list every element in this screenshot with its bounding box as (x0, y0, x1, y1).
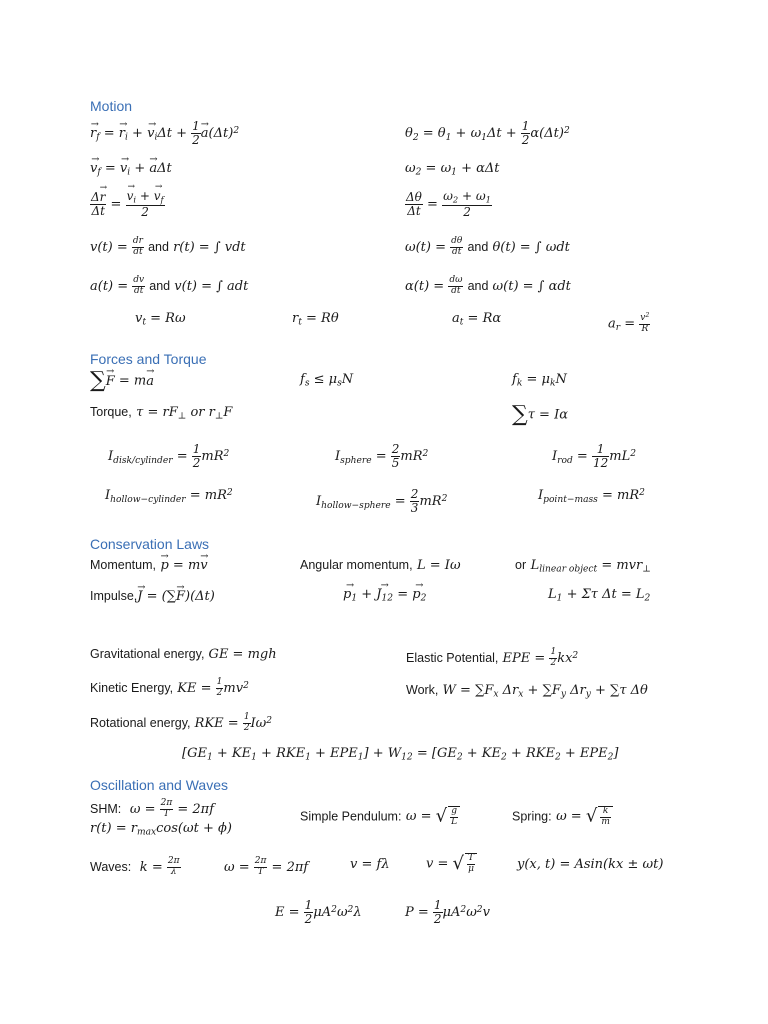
eq-velocity-derivative: v(t) = $\frac{dr}{dt}$ and r(t) = ∫ vdt (90, 236, 246, 257)
eq-inertia-hollow-cylinder: $I_{hollow-cylinder} = mR^2$ (105, 488, 233, 505)
torque-label: Torque, (90, 405, 132, 419)
heading-oscillation-waves: Oscillation and Waves (90, 777, 228, 793)
eq-net-torque: ∑τ = Iα (512, 402, 568, 427)
eq-elastic-potential: Elastic Potential, EPE = $\frac{1}{2}$ $kx^2$ (406, 647, 579, 668)
eq-shm-position: $r(t) = r_{max}\cos(\omega t + \phi)$ (90, 821, 232, 838)
eq-momentum: Momentum, → p = m→ v (90, 557, 208, 573)
eq-simple-pendulum: Simple Pendulum: ω = √ $\frac{g}{L}$ (300, 806, 460, 828)
eq-gravitational-energy: Gravitational energy, GE = mgh (90, 647, 277, 662)
kinetic-label: Kinetic Energy, (90, 680, 174, 695)
eq-tangential-velocity: $v_t = R\omega$ (135, 311, 186, 328)
eq-angular-impulse: $L_1 + \Sigma\tau$ $\Delta t = L_2$ (548, 587, 651, 604)
rotational-label: Rotational energy, (90, 715, 191, 730)
eq-kinetic-friction: $f_k = \mu_kN$ (512, 372, 567, 389)
eq-angular-momentum-linear-object: or $L_{linear object} = mvr_\perp$ (515, 558, 651, 575)
eq-average-velocity-angular: $\frac{\Delta\theta}{\Delta t}$ = $\frac{\omega_2 + \omega_1}{2}$ (406, 189, 492, 219)
eq-acceleration-derivative: a(t) = $\frac{dv}{dt}$ and v(t) = ∫ adt (90, 275, 249, 296)
shm-label: SHM: (90, 801, 122, 816)
heading-forces-torque: Forces and Torque (90, 351, 207, 367)
and-label: and (467, 278, 489, 293)
eq-work: Work, $W = \sum F_x$ $\Delta r_x + \sum F_y$ $\Delta r_y + \sum\tau$ Δθ (406, 683, 648, 700)
eq-angular-momentum: Angular momentum, L = Iω (300, 558, 461, 573)
heading-conservation-laws: Conservation Laws (90, 536, 210, 552)
eq-wave-speed: v = fλ (350, 857, 390, 872)
eq-newton-second-law: ∑→ F = m→ a (90, 370, 154, 392)
eq-radial-acceleration: $a_r$ = $\frac{v^2}{R}$ (608, 312, 650, 334)
elastic-label: Elastic Potential, (406, 650, 499, 665)
work-label: Work, (406, 683, 439, 697)
eq-wave-function: y(x, t) = Asin(kx ± ωt) (517, 857, 664, 872)
grav-energy-label: Gravitational energy, (90, 647, 205, 661)
and-label: and (149, 278, 171, 293)
impulse-label: Impulse, (90, 589, 138, 603)
eq-tangential-displacement: $r_t = R\theta$ (292, 311, 339, 328)
eq-position-angular: $\theta_2 = \theta_1 + \omega_1\Delta t$ + $\frac{1}{2}$ $\alpha(\Delta t)^2$ (405, 119, 570, 148)
eq-velocity-angular: $\omega_2 = \omega_1 + \alpha\Delta t$ (405, 161, 500, 178)
heading-motion: Motion (90, 98, 133, 114)
eq-velocity-linear: → $v_f$ = → $v_i$ + → aΔt (90, 162, 172, 178)
eq-torque: Torque, $\tau = rF_\perp$ or $r_\perp F$ (90, 405, 233, 422)
waves-label: Waves: (90, 859, 132, 874)
eq-inertia-hollow-sphere: $I_{hollow-sphere}$ = $\frac{2}{3}$ $mR^2$ (316, 487, 448, 516)
or-label: or (515, 558, 527, 572)
eq-energy-conservation: $[GE_1 + KE_1 + RKE_1 + EPE_1] + W_{12} = [GE_2 + KE_2 + RKE_2 + EPE_2]$ (182, 746, 619, 763)
eq-wave-power: P = $\frac{1}{2}$ $\mu A^2\omega^2v$ (405, 898, 490, 927)
pendulum-label: Simple Pendulum: (300, 809, 402, 824)
spring-label: Spring: (512, 809, 552, 824)
eq-impulse-momentum: → $p_1$ + → $J_{12}$ = → $p_2$ (343, 588, 426, 604)
eq-impulse: Impulse,→ J = (∑→ F)(Δt) (90, 588, 215, 604)
and-label: and (467, 239, 489, 254)
eq-tangential-acceleration: $a_t = R\alpha$ (452, 311, 502, 328)
eq-inertia-disk-cylinder: $I_{disk/cylinder}$ = $\frac{1}{2}$ $mR^2$ (108, 442, 230, 471)
eq-spring: Spring: ω = √ $\frac{k}{m}$ (512, 806, 613, 828)
eq-position-linear: → $r_f$ = → $r_i$ + → $v_i\Delta t$ + $\frac{1}{2}$ → $a(\Delta t)^2$ (90, 120, 239, 147)
eq-inertia-point-mass: $I_{point-mass} = mR^2$ (538, 488, 645, 505)
and-label: and (148, 239, 169, 254)
eq-shm-angular-frequency: SHM: ω = $\frac{2\pi}{T}$ = 2πf (90, 798, 215, 819)
eq-wave-number: Waves: k = $\frac{2\pi}{\lambda}$ (90, 856, 180, 877)
eq-kinetic-energy: Kinetic Energy, KE = $\frac{1}{2}$ $mv^2$ (90, 677, 249, 698)
momentum-label: Momentum, (90, 558, 156, 572)
eq-rotational-energy: Rotational energy, RKE = $\frac{1}{2}$ $I\omega^2$ (90, 712, 273, 733)
eq-wave-angular-frequency: ω = $\frac{2\pi}{T}$ = 2πf (224, 856, 309, 877)
eq-static-friction: $f_s \le \mu_sN$ (300, 372, 354, 389)
eq-angular-velocity-derivative: ω(t) = $\frac{d\theta}{dt}$ and θ(t) = ∫ ωdt (405, 236, 570, 257)
eq-average-velocity-linear: $\frac{\Delta\to r}{\Delta t}$ = → $\frac{v_i + \to v_f}{2}$ (90, 190, 165, 219)
eq-wave-energy: E = $\frac{1}{2}$ $\mu A^2\omega^2\lambda$ (275, 898, 362, 927)
eq-wave-speed-string: v = √ $\frac{T}{\mu}$ (426, 853, 477, 875)
eq-inertia-rod: $I_{rod}$ = $\frac{1}{12}$ $mL^2$ (552, 442, 637, 471)
eq-angular-acceleration-derivative: α(t) = $\frac{d\omega}{dt}$ and ω(t) = ∫ αdt (405, 275, 571, 296)
eq-inertia-sphere: $I_{sphere}$ = $\frac{2}{5}$ $mR^2$ (335, 442, 429, 471)
angular-momentum-label: Angular momentum, (300, 558, 413, 572)
